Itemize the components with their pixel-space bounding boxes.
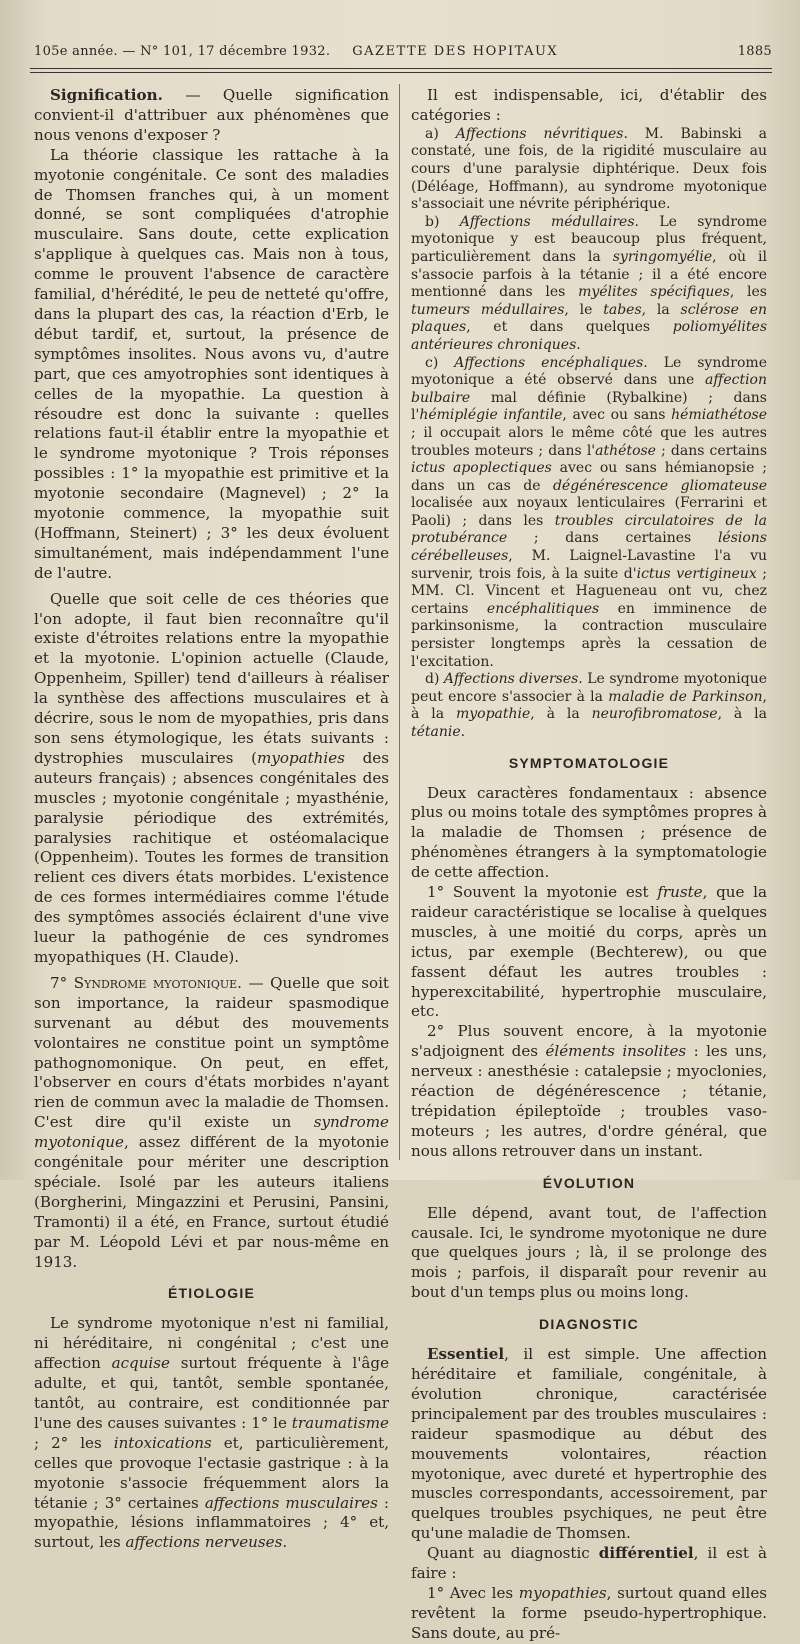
journal-title: GAZETTE DES HOPITAUX (352, 44, 559, 59)
paragraph-text: : myopathie, lésions inflammatoires ; 4° et, surtout, les (34, 1493, 389, 1552)
paragraph-syndrome (34, 974, 389, 1273)
italic-term: affections nerveuses (125, 1533, 283, 1552)
category-title: Affections névritiques (455, 125, 624, 142)
paragraph-text: , le (564, 301, 604, 318)
paragraph-text: ; il occupait alors le même côté que les autres troubles moteurs ; dans l' (411, 424, 767, 459)
paragraph-text: Le syndrome myotonique n'est ni familial, ni héréditaire, ni congénital ; c'est une affection (34, 1314, 389, 1373)
heading-diagnostic: DIAGNOSTIC (539, 1316, 639, 1333)
italic-term: syringomyélie (612, 248, 713, 265)
paragraph-text: , où il s'associe parfois à la tétanie ; il a été encore mentionné dans les (411, 248, 767, 301)
paragraph-text: Quelle que soit celle de ces théories que l'on adopte, il faut bien reconnaître qu'il existe d'étroites relations entre la myopathie et la myotonie. L'opinion actuelle (Claude, Oppenheim, Spiller) tend d'ailleurs à réaliser la synthèse des affections musculaires et à décrire, sous le nom de myopathies, pris dans son sens étymologique, les états suivants : dystrophies musculaires ( (34, 589, 389, 767)
paragraph-symptoms-1 (411, 883, 767, 1022)
heading-symptomatologie: SYMPTOMATOLOGIE (508, 754, 670, 771)
paragraph-text: des auteurs français) ; absences congénitales des muscles ; myotonie congénitale ; myasthénie, paralysie périodique des extrémités, paralysies rachitique et ostéomalacique (Oppenheim). Toutes les formes de transition relient ces divers états morbides. L'existence de ces formes intermédiaires comme l'étude des symptômes associés éclairent d'une vive lueur la pathogénie de ces syndromes myopathiques (H. Claude). (34, 748, 389, 966)
category-title: Affections médullaires (459, 213, 635, 230)
paragraph-text: . M. Babinski a constaté, une fois, de la rigidité musculaire au cours d'une paralysie diphtérique. Deux fois (Déléage, Hoffmann), au syndrome myotonique s'associait une névrite périphérique. (411, 125, 767, 213)
paragraph-text: 1° Avec les (427, 1583, 519, 1602)
column-divider (399, 84, 400, 1160)
category-label: c) (425, 354, 455, 371)
italic-term: myélites spécifiques (578, 284, 730, 301)
italic-term: neurofibromatose (591, 706, 718, 723)
paragraph-categories: Il est indispensable, ici, d'établir des catégories : (411, 86, 767, 124)
paragraph-text: 2° Plus souvent encore, à la myotonie s'adjoignent des (411, 1022, 767, 1061)
paragraph-text: en imminence de parkinsonisme, la contraction musculaire persister longtemps après la cessation de l'excitation. (411, 600, 768, 670)
italic-term: fruste (657, 883, 703, 902)
page-number: 1885 (737, 44, 772, 59)
category-label: b) (425, 213, 460, 230)
paragraph-symptoms-intro: Deux caractères fondamentaux : absence plus ou moins totale des symptômes propres à la maladie de Thomsen ; présence de phénomènes étrangers à la symptomatologie de cette affection. (411, 783, 767, 882)
italic-term: éléments insolites (545, 1042, 687, 1061)
italic-term: affection bulbaire (411, 372, 767, 406)
paragraph-text: , que la raideur caractéristique se localise à quelques muscles, à une moitié du corps, après un ictus, par exemple (Bechterew), ou que fassent défaut les autres troubles : hyperexcitabilité, hypertrophie musculaire, etc. (411, 883, 767, 1021)
paragraph-text: . (460, 724, 466, 740)
paragraph-symptoms-2 (411, 1022, 767, 1161)
section-title: Syndrome myotonique. (73, 973, 242, 992)
right-column (411, 86, 767, 1644)
category-b (411, 214, 767, 355)
italic-term: sclérose en plaques (411, 301, 767, 336)
italic-term: maladie de Parkinson (608, 688, 763, 705)
paragraph-text: avec ou sans hémianopsie ; dans un cas de (411, 460, 767, 494)
paragraph-text: , à la (530, 706, 592, 723)
italic-term: lésions cérébelleuses (411, 530, 767, 565)
italic-term: dégénérescence gliomateuse (552, 477, 767, 494)
italic-term: hémiplégie infantile (419, 407, 563, 424)
italic-term: hémiathétose (671, 407, 768, 424)
issue-line: 105e année. — N° 101, 17 décembre 1932. (34, 44, 331, 59)
paragraph-text: ; dans certaines (507, 530, 718, 547)
section-lead: Essentiel (427, 1345, 505, 1364)
italic-term: ictus vertigineux (636, 565, 757, 582)
paragraph-text: , assez différent de la myotonie congénitale pour mériter une description spéciale. Isolé par les auteurs italiens (Borgherini, Mingazzini et Perusini, Pansini, Tramonti) il a été, en France, surtout étudié par M. Léopold Lévi et par nous-même en 1913. (34, 1133, 389, 1271)
paragraph-text: — Quelle que soit son importance, la raideur spasmodique survenant au début des mouvements volontaires ne constitue point un symptôme pathognomonique. On peut, en effet, l'observer en cours d'états morbides n'ayant rien de commun avec la maladie de Thomsen. C'est dire qu'il existe un (34, 973, 389, 1132)
italic-term: tabes (603, 301, 642, 318)
category-title: Affections diverses (443, 671, 579, 688)
italic-term: myopathies (518, 1583, 607, 1602)
paragraph-text: — Quelle signification convient-il d'attribuer aux phénomènes que nous venons d'exposer ? (34, 86, 389, 144)
italic-term: encéphalitiques (486, 600, 600, 617)
heading-etiologie: ÉTIOLOGIE (167, 1285, 256, 1302)
paragraph-relations (34, 590, 389, 968)
paragraph-text: , il est simple. Une affection héréditaire et familiale, congénitale, à évolution chronique, caractérisée principalement par des troubles musculaires : raideur spasmodique au début des mouvements volontaires, réaction myotonique, avec dureté et hypertrophie des muscles correspondants, accessoirement, par quelques troubles psychiques, ne peut être qu'une maladie de Thomsen. (411, 1345, 767, 1543)
paragraph-text: surtout fréquente à l'âge adulte, et qui, tantôt, semble spontanée, tantôt, au contraire, est conditionnée par l'une des causes suivantes : 1° le (34, 1354, 390, 1432)
paragraph-text: Quant au diagnostic (427, 1544, 599, 1563)
paragraph-signification (34, 86, 389, 146)
section-number: 7° (50, 973, 68, 992)
paragraph-evolution: Elle dépend, avant tout, de l'affection causale. Ici, le syndrome myotonique ne dure que quelques jours ; là, il se prolonge des mois ; parfois, il disparaît pour revenir au bout d'un temps plus ou moins long. (411, 1203, 767, 1302)
paragraph-text: 1° Souvent la myotonie est (427, 883, 658, 902)
paragraph-text: . Le syndrome myotonique y est beaucoup plus fréquent, particulièrement dans la (411, 213, 768, 265)
running-header (34, 44, 772, 66)
paragraph-text: , M. Laignel-Lavastine l'a vu survenir, trois fois, à la suite d' (411, 548, 767, 582)
italic-term: troubles circulatoires de la protubérance (411, 512, 767, 547)
paragraph-etiologie (34, 1314, 389, 1553)
paragraph-text: , il est à faire : (411, 1544, 767, 1583)
paragraph-text: . Le syndrome myotonique a été observé dans une (411, 354, 767, 389)
category-title: Affections encéphaliques (454, 354, 644, 371)
category-d (411, 671, 767, 741)
paragraph-diagnostic-1 (411, 1584, 767, 1644)
italic-term: poliomyélites antérieures chroniques (411, 319, 767, 353)
italic-term: acquise (111, 1354, 170, 1373)
paragraph-theory: La théorie classique les rattache à la myotonie congénitale. Ce sont des maladies de Thomsen franches qui, à un moment donné, se sont compliquées d'atrophie musculaire. Sans doute, cette explication s'applique à quelques cas. Mais non à tous, comme le prouvent l'absence de caractère familial, d'hérédité, le peu de netteté qu'offre, dans la plupart des cas, la réaction d'Erb, le début tardif, et, surtout, la présence de symptômes insolites. Nous avons vu, d'autre part, que ces amyotrophies sont identiques à celles de la myopathie. La question à résoudre est donc la suivante : quelles relations faut-il établir entre la myopathie et le syndrome myotonique ? Trois réponses possibles : 1° la myopathie est primitive et la myotonie secondaire (Magnevel) ; 2° la myotonie commence, la myopathie suit (Hoffmann, Steinert) ; 3° les deux évoluent simultanément, mais indépendamment l'une de l'autre. (34, 145, 389, 582)
paragraph-text: : les uns, nerveux : anesthésie : catalepsie ; myoclonies, réaction de dégénérescence ; tétanie, trépidation épileptoïde ; troubles vaso-moteurs ; les autres, d'ordre général, que nous allons retrouver dans un instant. (411, 1042, 767, 1160)
left-column (34, 86, 389, 1553)
italic-term: myopathies (257, 748, 345, 767)
italic-term: ictus apoplectiques (411, 460, 552, 477)
paragraph-text: . (282, 1533, 288, 1552)
italic-term: traumatisme (291, 1413, 389, 1432)
paragraph-text: et, particulièrement, celles que provoque l'ectasie gastrique : à la myotonie s'associe fréquemment alors la tétanie ; 3° certaines (34, 1433, 390, 1512)
paragraph-text: , surtout quand elles revêtent la forme pseudo-hypertrophique. Sans doute, au pré- (411, 1583, 767, 1642)
category-a (411, 126, 767, 214)
paragraph-text: ; 2° les (34, 1433, 114, 1452)
italic-term: intoxications (113, 1433, 212, 1452)
paragraph-text: , les (729, 284, 767, 301)
paragraph-text: , à la (411, 688, 767, 723)
header-rule-double (30, 72, 772, 73)
paragraph-text: mal définie (Rybalkine) ; dans l' (411, 389, 767, 424)
italic-term: myopathie (455, 706, 531, 723)
paragraph-text: . Le syndrome myotonique peut encore s'associer à la (411, 671, 767, 705)
header-rule (30, 68, 772, 69)
paragraph-text: localisée aux noyaux lenticulaires (Ferrarini et Paoli) ; dans les (411, 495, 767, 529)
italic-term: tumeurs médullaires (411, 301, 565, 318)
category-label: d) (425, 671, 444, 688)
paragraph-text: . (576, 336, 581, 353)
category-label: a) (425, 125, 456, 142)
heading-evolution: ÉVOLUTION (542, 1174, 636, 1191)
italic-term: syndrome myotonique (34, 1113, 389, 1152)
paragraph-diagnostic (411, 1345, 767, 1544)
paragraph-text: , à la (717, 706, 767, 723)
category-c (411, 355, 767, 672)
italic-term: tétanie (411, 724, 461, 740)
paragraph-text: , la (641, 301, 681, 318)
section-lead: Signification. (50, 86, 163, 104)
italic-term: affections musculaires (204, 1493, 378, 1512)
paragraph-diagnostic-diff (411, 1544, 767, 1584)
paragraph-text: ; dans certains (655, 442, 767, 459)
paragraph-text: ; MM. Cl. Vincent et Hagueneau ont vu, chez certains (411, 565, 768, 617)
italic-term: athétose (595, 442, 656, 459)
paragraph-text: , et dans quelques (466, 319, 673, 336)
paragraph-text: , avec ou sans (562, 407, 672, 424)
bold-term: différentiel (598, 1544, 694, 1563)
